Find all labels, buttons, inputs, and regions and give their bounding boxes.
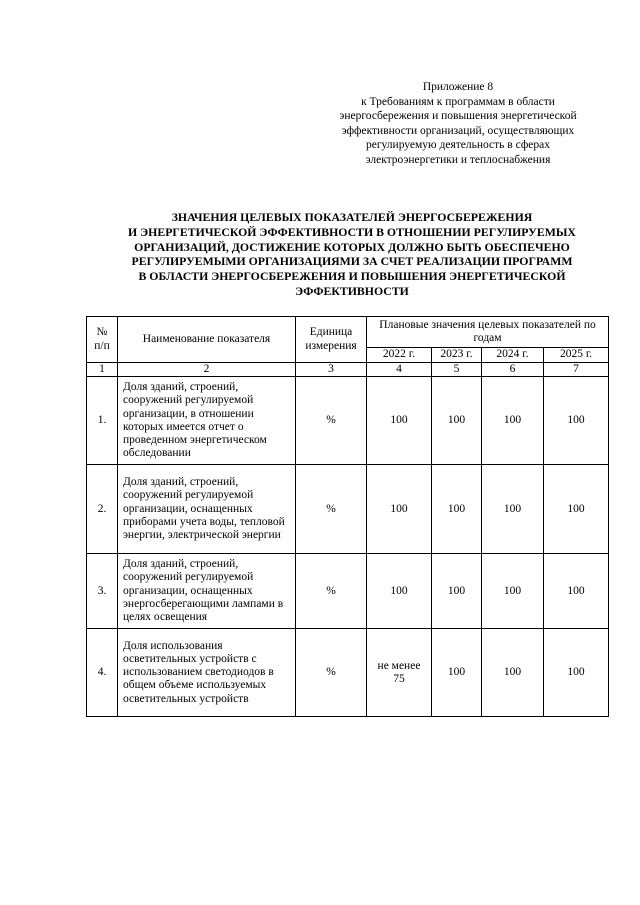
value-cell: 100 bbox=[367, 465, 432, 554]
header-year: 2022 г. bbox=[367, 348, 432, 363]
unit-cell: % bbox=[296, 629, 367, 717]
title-line: И ЭНЕРГЕТИЧЕСКОЙ ЭФФЕКТИВНОСТИ В ОТНОШЕНИИ РЕГУЛИРУЕМЫХ bbox=[128, 224, 576, 239]
appendix-line: энергосбережения и повышения энергетической bbox=[339, 110, 577, 123]
header-year: 2025 г. bbox=[544, 348, 609, 363]
title-line: ЭФФЕКТИВНОСТИ bbox=[295, 283, 409, 298]
column-number: 3 bbox=[296, 363, 367, 377]
row-number: 4. bbox=[87, 629, 118, 717]
header-number: № п/п bbox=[87, 317, 118, 363]
value-cell: 100 bbox=[432, 377, 482, 465]
table-row bbox=[87, 554, 609, 629]
value-cell: 100 bbox=[432, 629, 482, 717]
column-number: 2 bbox=[118, 363, 296, 377]
row-number: 1. bbox=[87, 377, 118, 465]
value-cell: 100 bbox=[544, 629, 609, 717]
table-row bbox=[87, 377, 609, 465]
value-cell: 100 bbox=[482, 377, 544, 465]
indicator-name: Доля зданий, строений, сооружений регулируемой организации, оснащенных энергосберегающими лампами в целях освещения bbox=[118, 554, 296, 629]
unit-cell: % bbox=[296, 465, 367, 554]
value-cell: 100 bbox=[367, 377, 432, 465]
column-numbers-row bbox=[87, 363, 609, 377]
title-line: ОРГАНИЗАЦИЙ, ДОСТИЖЕНИЕ КОТОРЫХ ДОЛЖНО БЫТЬ ОБЕСПЕЧЕНО bbox=[134, 239, 570, 254]
header-planned-values: Плановые значения целевых показателей по годам bbox=[367, 317, 609, 348]
appendix-line: электроэнергетики и теплоснабжения bbox=[365, 153, 551, 166]
value-cell: 100 bbox=[482, 629, 544, 717]
value-cell: 100 bbox=[544, 465, 609, 554]
value-cell: 100 bbox=[544, 377, 609, 465]
table-row bbox=[87, 629, 609, 717]
appendix-line: Приложение 8 bbox=[422, 81, 494, 93]
value-cell: 100 bbox=[432, 554, 482, 629]
appendix-caption bbox=[318, 80, 598, 168]
title-line: ЗНАЧЕНИЯ ЦЕЛЕВЫХ ПОКАЗАТЕЛЕЙ ЭНЕРГОСБЕРЕЖЕНИЯ bbox=[171, 210, 533, 224]
row-number: 2. bbox=[87, 465, 118, 554]
document-title bbox=[92, 210, 612, 299]
unit-cell: % bbox=[296, 554, 367, 629]
value-cell: 100 bbox=[482, 554, 544, 629]
unit-cell: % bbox=[296, 377, 367, 465]
value-cell: 100 bbox=[544, 554, 609, 629]
column-number: 7 bbox=[544, 363, 609, 377]
table-row bbox=[87, 465, 609, 554]
column-number: 1 bbox=[87, 363, 118, 377]
appendix-line: регулируемую деятельность в сферах bbox=[365, 139, 550, 152]
column-number: 5 bbox=[432, 363, 482, 377]
header-name: Наименование показателя bbox=[118, 317, 296, 363]
table-header-row bbox=[87, 317, 609, 348]
header-year: 2024 г. bbox=[482, 348, 544, 363]
indicators-table bbox=[86, 316, 609, 717]
value-cell: не менее 75 bbox=[367, 629, 432, 717]
title-line: РЕГУЛИРУЕМЫМИ ОРГАНИЗАЦИЯМИ ЗА СЧЕТ РЕАЛИЗАЦИИ ПРОГРАММ bbox=[131, 254, 573, 269]
value-cell: 100 bbox=[367, 554, 432, 629]
row-number: 3. bbox=[87, 554, 118, 629]
appendix-line: эффективности организаций, осуществляющих bbox=[341, 124, 575, 137]
value-cell: 100 bbox=[432, 465, 482, 554]
appendix-line: к Требованиям к программам в области bbox=[361, 95, 555, 108]
title-line: В ОБЛАСТИ ЭНЕРГОСБЕРЕЖЕНИЯ И ПОВЫШЕНИЯ ЭНЕРГЕТИЧЕСКОЙ bbox=[138, 269, 566, 284]
indicator-name: Доля использования осветительных устройств с использованием светодиодов в общем объеме используемых осветительных устройств bbox=[118, 629, 296, 717]
column-number: 6 bbox=[482, 363, 544, 377]
indicator-name: Доля зданий, строений, сооружений регулируемой организации, в отношении которых имеется отчет о проведенном энергетическом обследовании bbox=[118, 377, 296, 465]
column-number: 4 bbox=[367, 363, 432, 377]
value-cell: 100 bbox=[482, 465, 544, 554]
header-unit: Единица измерения bbox=[296, 317, 367, 363]
indicator-name: Доля зданий, строений, сооружений регулируемой организации, оснащенных приборами учета воды, тепловой энергии, электрической энергии bbox=[118, 465, 296, 554]
header-year: 2023 г. bbox=[432, 348, 482, 363]
